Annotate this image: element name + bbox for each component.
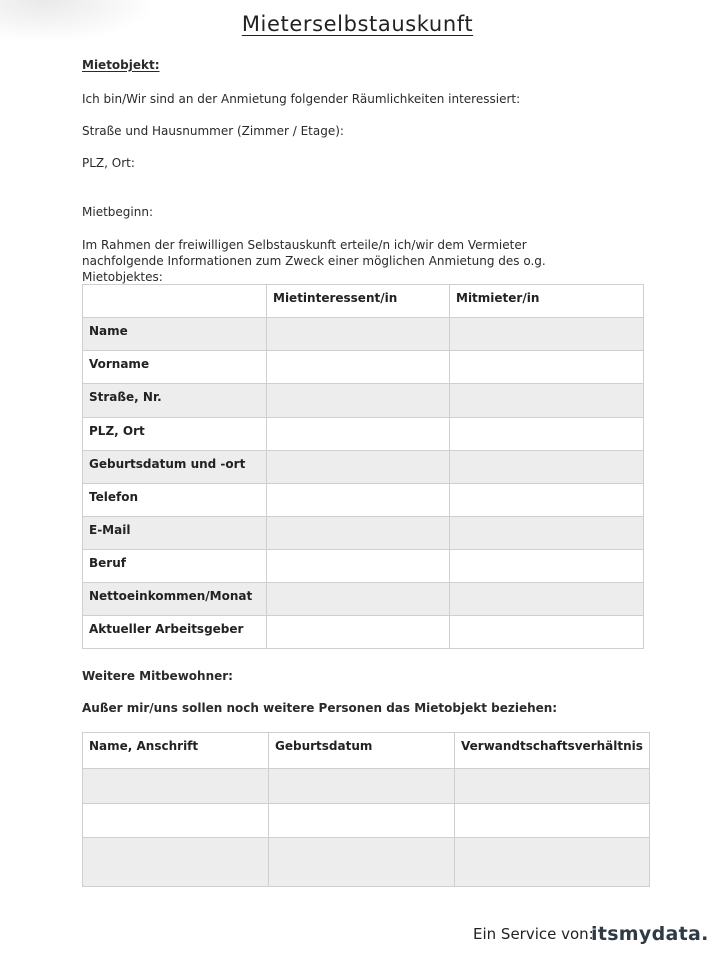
applicant-field[interactable] bbox=[267, 418, 450, 451]
header-cell-birthdate: Geburtsdatum bbox=[269, 733, 455, 769]
header-cell-applicant: Mietinteressent/in bbox=[267, 285, 450, 318]
start-label: Mietbeginn: bbox=[82, 205, 153, 219]
tenant-table-row bbox=[83, 550, 644, 583]
residents-heading: Weitere Mitbewohner: bbox=[82, 669, 233, 683]
relationship-field[interactable] bbox=[455, 769, 650, 804]
name-address-field[interactable] bbox=[83, 769, 269, 804]
residents-table-row bbox=[83, 804, 650, 838]
row-label: Name bbox=[83, 318, 267, 351]
residents-table-header bbox=[83, 733, 650, 769]
cotenant-field[interactable] bbox=[450, 550, 644, 583]
tenant-table-row bbox=[83, 384, 644, 418]
residents-table-row bbox=[83, 838, 650, 887]
row-label: E-Mail bbox=[83, 517, 267, 550]
applicant-field[interactable] bbox=[267, 517, 450, 550]
residents-table-row bbox=[83, 769, 650, 804]
row-label: Aktueller Arbeitsgeber bbox=[83, 616, 267, 649]
tenant-table-row bbox=[83, 517, 644, 550]
row-label: PLZ, Ort bbox=[83, 418, 267, 451]
relationship-field[interactable] bbox=[455, 804, 650, 838]
consent-text: Im Rahmen der freiwilligen Selbstauskunft erteile/n ich/wir dem Vermieter nachfolgende Informationen zum Zweck einer möglichen Anmietung des o.g. Mietobjektes: bbox=[82, 238, 546, 284]
cotenant-field[interactable] bbox=[450, 418, 644, 451]
cotenant-field[interactable] bbox=[450, 451, 644, 484]
tenant-table-row bbox=[83, 318, 644, 351]
row-label: Vorname bbox=[83, 351, 267, 384]
cotenant-field[interactable] bbox=[450, 517, 644, 550]
birthdate-field[interactable] bbox=[269, 769, 455, 804]
row-label: Geburtsdatum und -ort bbox=[83, 451, 267, 484]
tenant-table-row bbox=[83, 418, 644, 451]
birthdate-field[interactable] bbox=[269, 804, 455, 838]
relationship-field[interactable] bbox=[455, 838, 650, 887]
row-label: Straße, Nr. bbox=[83, 384, 267, 418]
city-label: PLZ, Ort: bbox=[82, 156, 135, 170]
cotenant-field[interactable] bbox=[450, 616, 644, 649]
row-label: Telefon bbox=[83, 484, 267, 517]
applicant-field[interactable] bbox=[267, 318, 450, 351]
applicant-field[interactable] bbox=[267, 351, 450, 384]
applicant-field[interactable] bbox=[267, 616, 450, 649]
intro-text: Ich bin/Wir sind an der Anmietung folgender Räumlichkeiten interessiert: bbox=[82, 92, 521, 106]
footer-label: Ein Service von: bbox=[473, 925, 594, 943]
applicant-field[interactable] bbox=[267, 583, 450, 616]
cotenant-field[interactable] bbox=[450, 484, 644, 517]
cotenant-field[interactable] bbox=[450, 583, 644, 616]
residents-table bbox=[82, 732, 650, 887]
cotenant-field[interactable] bbox=[450, 318, 644, 351]
applicant-field[interactable] bbox=[267, 484, 450, 517]
birthdate-field[interactable] bbox=[269, 838, 455, 887]
tenant-table bbox=[82, 284, 644, 649]
tenant-table-row bbox=[83, 484, 644, 517]
name-address-field[interactable] bbox=[83, 838, 269, 887]
row-label: Beruf bbox=[83, 550, 267, 583]
residents-text: Außer mir/uns sollen noch weitere Personen das Mietobjekt beziehen: bbox=[82, 701, 558, 715]
header-cell-relationship: Verwandtschaftsverhältnis bbox=[455, 733, 650, 769]
tenant-table-row bbox=[83, 451, 644, 484]
tenant-table-row bbox=[83, 351, 644, 384]
tenant-table-header bbox=[83, 285, 644, 318]
applicant-field[interactable] bbox=[267, 451, 450, 484]
itsmydata-logo[interactable]: itsmydata. bbox=[591, 923, 709, 945]
header-cell-cotenant: Mitmieter/in bbox=[450, 285, 644, 318]
name-address-field[interactable] bbox=[83, 804, 269, 838]
header-cell-name-address: Name, Anschrift bbox=[83, 733, 269, 769]
page-title: Mieterselbstauskunft bbox=[241, 12, 474, 36]
header-cell-blank bbox=[83, 285, 267, 318]
object-heading: Mietobjekt: bbox=[82, 58, 160, 72]
tenant-table-row bbox=[83, 583, 644, 616]
tenant-table-row bbox=[83, 616, 644, 649]
row-label: Nettoeinkommen/Monat bbox=[83, 583, 267, 616]
applicant-field[interactable] bbox=[267, 384, 450, 418]
cotenant-field[interactable] bbox=[450, 384, 644, 418]
applicant-field[interactable] bbox=[267, 550, 450, 583]
street-label: Straße und Hausnummer (Zimmer / Etage): bbox=[82, 124, 344, 138]
cotenant-field[interactable] bbox=[450, 351, 644, 384]
